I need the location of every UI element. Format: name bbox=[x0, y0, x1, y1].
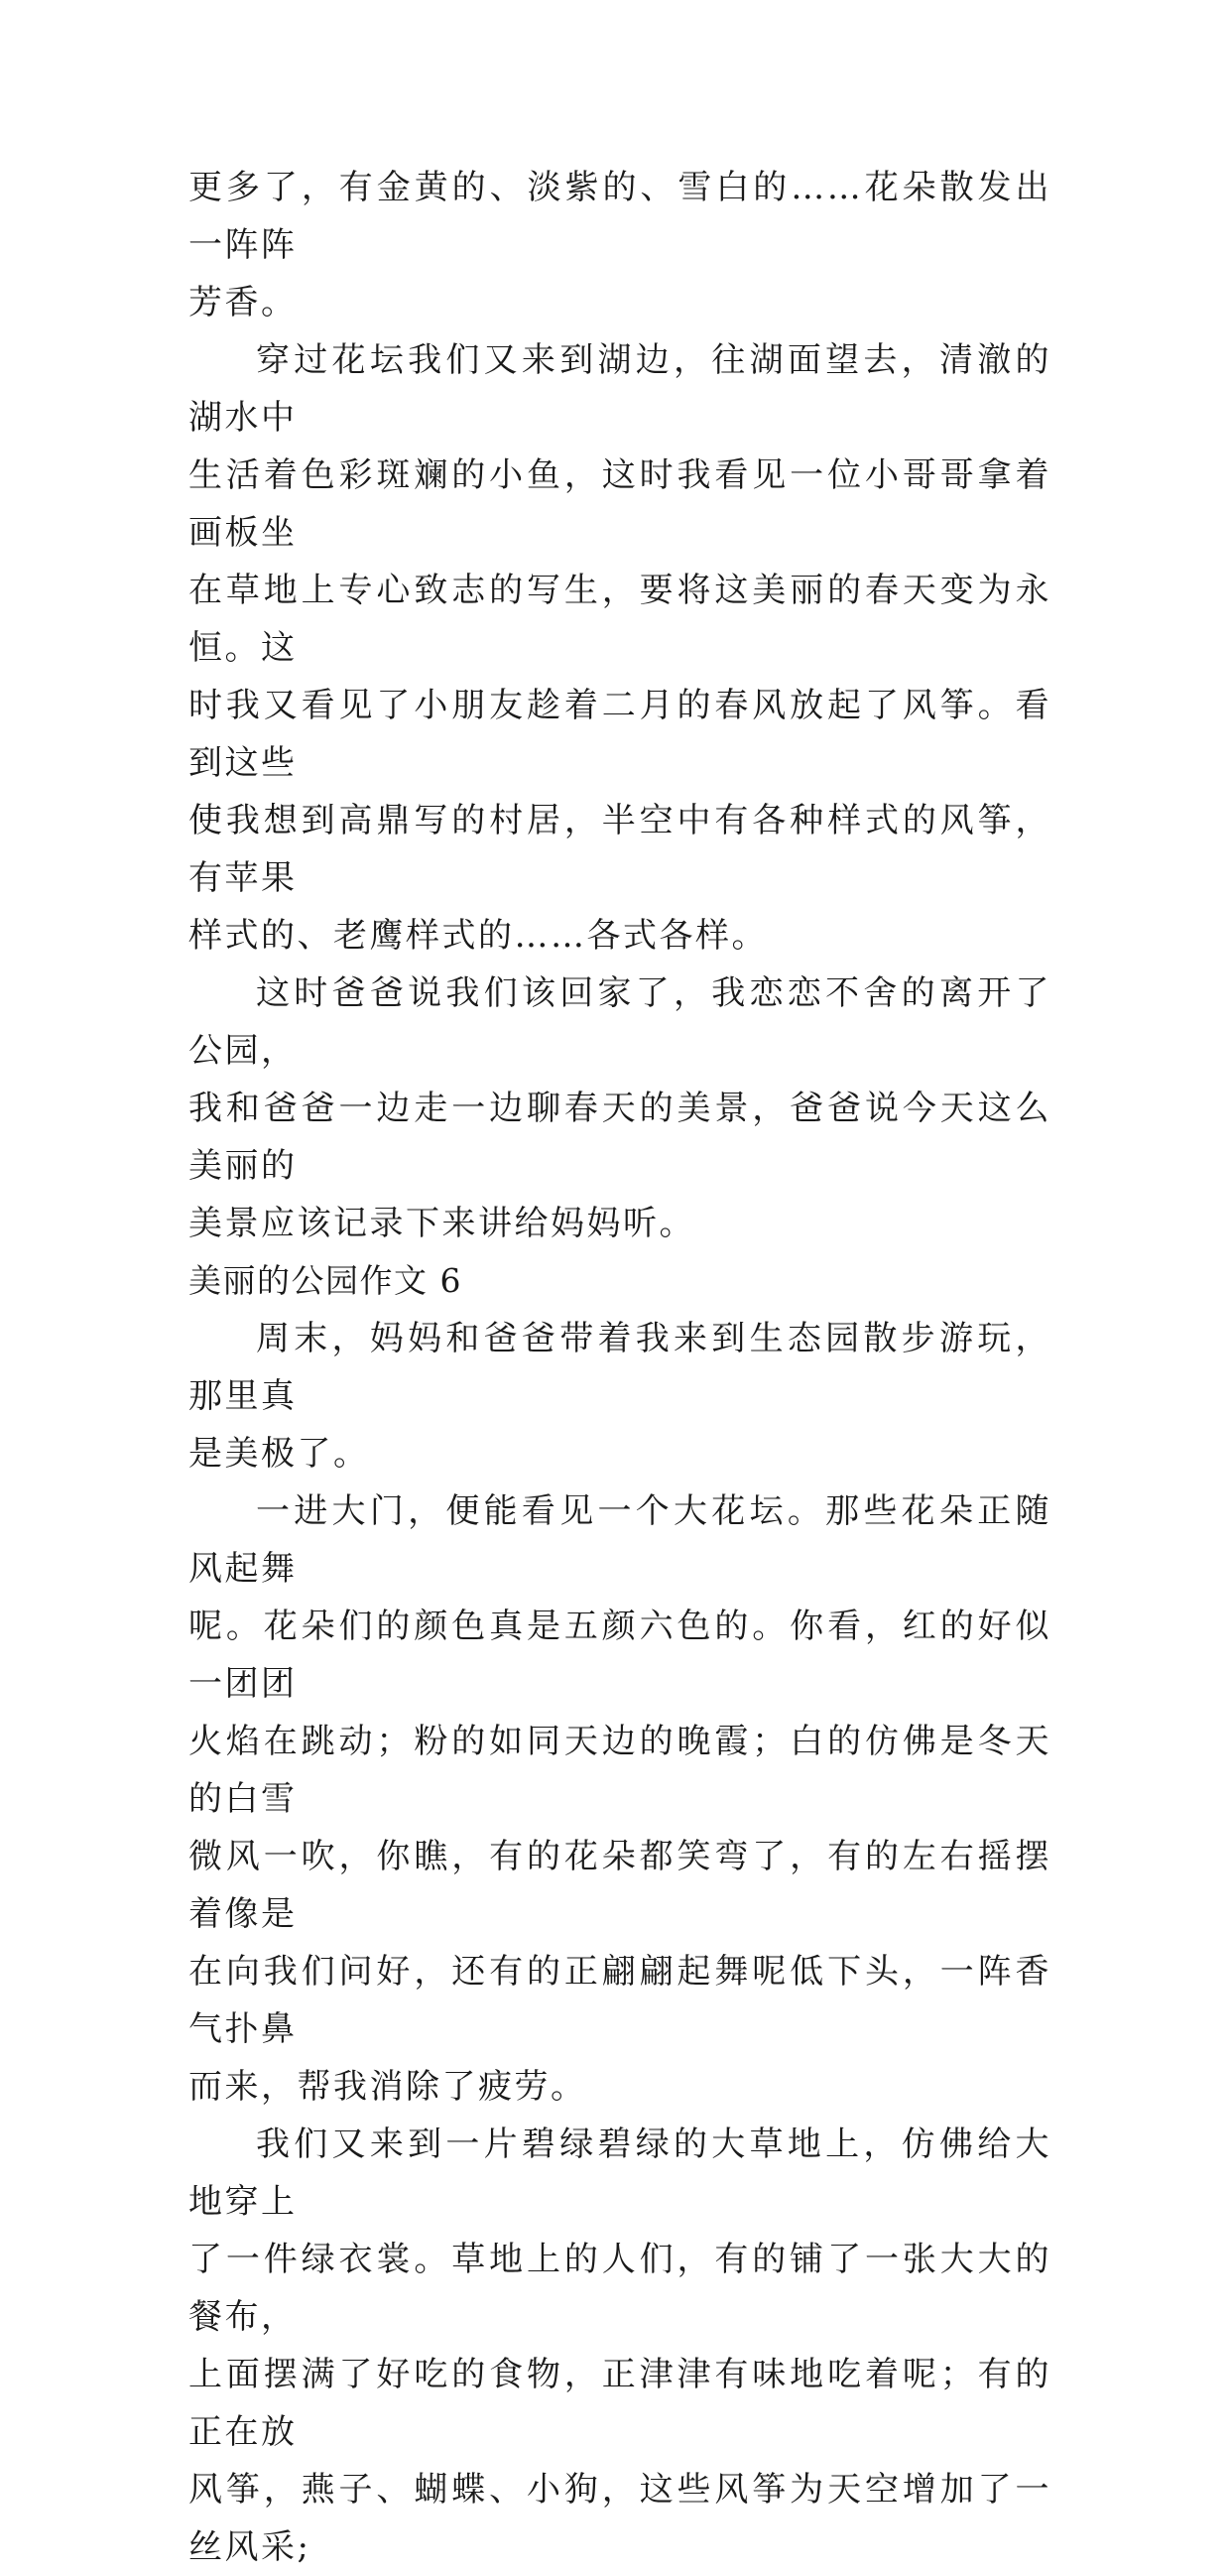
text-line: 美景应该记录下来讲给妈妈听。 bbox=[188, 1204, 695, 1243]
text-line: 使我想到高鼎写的村居，半空中有各种样式的风筝，有苹果 bbox=[188, 801, 1051, 898]
text-line: 是美极了。 bbox=[188, 1434, 370, 1474]
paragraph-weekend bbox=[188, 1310, 1051, 1482]
text-line: 风筝，燕子、蝴蝶、小狗，这些风筝为天空增加了一丝风采; bbox=[188, 2470, 1051, 2567]
paragraph-lake bbox=[188, 331, 1051, 965]
paragraph-going-home bbox=[188, 965, 1051, 1252]
text-line: 呢。花朵们的颜色真是五颜六色的。你看，红的好似一团团 bbox=[188, 1607, 1051, 1704]
text-line: 一进大门，便能看见一个大花坛。那些花朵正随风起舞 bbox=[188, 1491, 1051, 1589]
text-line: 我们又来到一片碧绿碧绿的大草地上，仿佛给大地穿上 bbox=[188, 2125, 1051, 2222]
text-line: 而来，帮我消除了疲劳。 bbox=[188, 2067, 587, 2107]
text-line: 在向我们问好，还有的正翩翩起舞呢低下头，一阵香气扑鼻 bbox=[188, 1952, 1051, 2049]
paragraph-flowers-continued bbox=[188, 159, 1051, 331]
section-title: 美丽的公园作文 6 bbox=[188, 1261, 462, 1300]
text-line: 时我又看见了小朋友趁着二月的春风放起了风筝。看到这些 bbox=[188, 686, 1051, 783]
text-line: 更多了，有金黄的、淡紫的、雪白的……花朵散发出一阵阵 bbox=[188, 168, 1051, 265]
text-line: 周末，妈妈和爸爸带着我来到生态园散步游玩，那里真 bbox=[188, 1319, 1051, 1416]
text-line: 这时爸爸说我们该回家了，我恋恋不舍的离开了公园， bbox=[188, 973, 1051, 1071]
text-line: 生活着色彩斑斓的小鱼，这时我看见一位小哥哥拿着画板坐 bbox=[188, 455, 1051, 553]
paragraph-meadow bbox=[188, 2116, 1051, 2576]
text-line: 了一件绿衣裳。草地上的人们，有的铺了一张大大的餐布， bbox=[188, 2240, 1051, 2337]
text-line: 穿过花坛我们又来到湖边，往湖面望去，清澈的湖水中 bbox=[188, 340, 1051, 438]
text-line: 在草地上专心致志的写生，要将这美丽的春天变为永恒。这 bbox=[188, 571, 1051, 668]
text-line: 我和爸爸一边走一边聊春天的美景，爸爸说今天这么美丽的 bbox=[188, 1089, 1051, 1186]
text-line: 芳香。 bbox=[188, 283, 298, 322]
text-line: 火焰在跳动；粉的如同天边的晚霞；白的仿佛是冬天的白雪 bbox=[188, 1722, 1051, 1819]
text-line: 微风一吹，你瞧，有的花朵都笑弯了，有的左右摇摆着像是 bbox=[188, 1837, 1051, 1934]
text-line: 样式的、老鹰样式的……各式各样。 bbox=[188, 916, 768, 956]
paragraph-flower-bed bbox=[188, 1482, 1051, 2116]
text-line: 上面摆满了好吃的食物，正津津有味地吃着呢；有的正在放 bbox=[188, 2355, 1051, 2452]
document-body bbox=[188, 159, 1051, 2576]
